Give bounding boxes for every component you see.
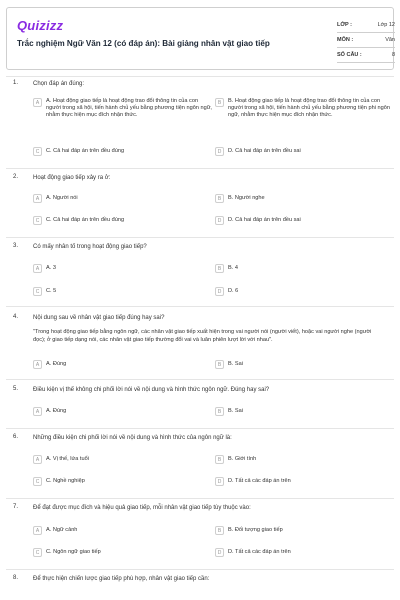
option-letter: D — [215, 216, 224, 225]
option-text: A. 3 — [46, 265, 56, 271]
option-letter: C — [33, 147, 42, 156]
option-text: C. 5 — [46, 288, 57, 294]
option-text: B. Sai — [228, 361, 243, 367]
option-letter: D — [215, 287, 224, 296]
option-a[interactable] — [33, 264, 213, 273]
question-number: 3. — [13, 243, 19, 249]
meta-class-row — [337, 18, 395, 33]
worksheet-header — [6, 7, 394, 70]
option-text: D. Cả hai đáp án trên đều sai — [228, 148, 301, 154]
question-text: Nội dung sau về nhân vật giao tiếp đúng hay sai? — [33, 315, 165, 321]
meta-count-row — [337, 48, 395, 63]
option-letter: A — [33, 264, 42, 273]
divider — [6, 306, 394, 307]
option-a[interactable] — [33, 98, 213, 119]
question-number: 7. — [13, 504, 19, 510]
option-text: A. Đúng — [46, 361, 67, 367]
divider — [6, 237, 394, 238]
option-d[interactable] — [215, 216, 390, 225]
option-b[interactable] — [215, 455, 390, 464]
divider — [6, 76, 394, 77]
option-a[interactable] — [33, 407, 213, 416]
brand-logo: Quizizz — [17, 18, 64, 33]
option-text: B. Đối tượng giao tiếp — [228, 527, 283, 533]
option-c[interactable] — [33, 287, 213, 296]
option-a[interactable] — [33, 360, 213, 369]
divider — [6, 379, 394, 380]
question-text: Để thực hiện chiến lược giao tiếp phù hợp, nhân vật giao tiếp cần: — [33, 576, 210, 582]
option-d[interactable] — [215, 548, 390, 557]
option-c[interactable] — [33, 548, 213, 557]
question-text: Hoạt động giao tiếp xảy ra ở: — [33, 175, 111, 181]
option-letter: A — [33, 194, 42, 203]
option-text: D. Tất cả các đáp án trên — [228, 478, 291, 484]
option-letter: A — [33, 98, 42, 107]
question-number: 4. — [13, 314, 19, 320]
question-passage: "Trong hoạt động giao tiếp bằng ngôn ngữ, các nhân vật giao tiếp xuất hiện trong vai người nói (người viết), hoặc vai người nghe (người đọc); ở giao tiếp dạng nói, các nhân vật giao tiếp thường đổi vai và luân phiên lượt lời với nhau". — [33, 329, 372, 343]
question-number: 1. — [13, 80, 19, 86]
option-text: A. Ngữ cảnh — [46, 527, 78, 533]
option-b[interactable] — [215, 264, 390, 273]
meta-count-label: SỐ CÂU : — [337, 52, 362, 58]
divider — [6, 168, 394, 169]
option-text: A. Người nói — [46, 195, 78, 201]
option-b[interactable] — [215, 360, 390, 369]
divider — [6, 569, 394, 570]
option-text: A. Vị thế, lứa tuổi — [46, 456, 89, 462]
option-text: A. Hoạt động giao tiếp là hoạt động trao đổi thông tin của con người trong xã hội, tiến hành chủ yếu bằng phương tiện ngôn ngữ, nhằm thực hiện mục đích nhận thức. — [46, 98, 212, 118]
question-text: Có mấy nhân tố trong hoạt động giao tiếp? — [33, 244, 147, 250]
question-number: 8. — [13, 575, 19, 581]
option-letter: B — [215, 407, 224, 416]
option-b[interactable] — [215, 98, 390, 119]
option-text: B. Hoạt động giao tiếp là hoạt động trao đổi thông tin của con người trong xã hội, tiến hành chủ yếu bằng phương tiện phi ngôn ngữ, nhằm thực hiện mục đích nhận thức. — [228, 98, 390, 118]
meta-subject-label: MÔN : — [337, 37, 354, 43]
option-text: C. Cả hai đáp án trên đều đúng — [46, 217, 125, 223]
option-b[interactable] — [215, 407, 390, 416]
option-d[interactable] — [215, 147, 390, 156]
option-d[interactable] — [215, 287, 390, 296]
option-letter: B — [215, 194, 224, 203]
option-d[interactable] — [215, 477, 390, 486]
question-number: 5. — [13, 386, 19, 392]
page-title: Trắc nghiệm Ngữ Văn 12 (có đáp án): Bài giảng nhân vật giao tiếp — [17, 39, 270, 48]
option-letter: B — [215, 455, 224, 464]
option-b[interactable] — [215, 526, 390, 535]
option-text: D. Tất cả các đáp án trên — [228, 549, 291, 555]
option-text: B. Giới tính — [228, 456, 257, 462]
option-text: D. 6 — [228, 288, 239, 294]
option-letter: B — [215, 526, 224, 535]
option-text: B. Sai — [228, 408, 243, 414]
option-text: B. Người nghe — [228, 195, 265, 201]
question-number: 2. — [13, 174, 19, 180]
option-letter: B — [215, 360, 224, 369]
option-c[interactable] — [33, 216, 213, 225]
question-text: Để đạt được mục đích và hiệu quả giao tiếp, mỗi nhân vật giao tiếp tùy thuộc vào: — [33, 505, 251, 511]
meta-class-label: LỚP : — [337, 22, 352, 28]
question-text: Những điều kiện chi phối lời nói về nội dung và hình thức của ngôn ngữ là: — [33, 435, 232, 441]
option-letter: D — [215, 548, 224, 557]
option-c[interactable] — [33, 147, 213, 156]
option-a[interactable] — [33, 194, 213, 203]
option-letter: C — [33, 287, 42, 296]
option-letter: A — [33, 360, 42, 369]
option-b[interactable] — [215, 194, 390, 203]
meta-class-value: Lớp 12 — [377, 22, 395, 28]
option-text: D. Cả hai đáp án trên đều sai — [228, 217, 301, 223]
option-letter: A — [33, 455, 42, 464]
option-text: C. Nghề nghiệp — [46, 478, 85, 484]
option-text: C. Ngôn ngữ giao tiếp — [46, 549, 101, 555]
question-text: Chọn đáp án đúng: — [33, 81, 85, 87]
option-letter: C — [33, 548, 42, 557]
option-a[interactable] — [33, 455, 213, 464]
divider — [6, 428, 394, 429]
option-letter: C — [33, 216, 42, 225]
option-letter: A — [33, 526, 42, 535]
option-letter: C — [33, 477, 42, 486]
meta-count-value: 8 — [391, 52, 395, 58]
option-letter: A — [33, 407, 42, 416]
question-text: Điều kiện vị thế không chi phối lời nói về nội dung và hình thức ngôn ngữ. Đúng hay sai? — [33, 387, 270, 393]
question-number: 6. — [13, 434, 19, 440]
meta-subject-row — [337, 33, 395, 48]
option-letter: D — [215, 147, 224, 156]
meta-panel — [337, 18, 395, 63]
option-text: C. Cả hai đáp án trên đều đúng — [46, 148, 125, 154]
option-letter: B — [215, 264, 224, 273]
divider — [6, 498, 394, 499]
meta-subject-value: Văn — [385, 37, 395, 43]
option-a[interactable] — [33, 526, 213, 535]
option-text: B. 4 — [228, 265, 238, 271]
option-letter: B — [215, 98, 224, 107]
option-letter: D — [215, 477, 224, 486]
option-text: A. Đúng — [46, 408, 67, 414]
option-c[interactable] — [33, 477, 213, 486]
